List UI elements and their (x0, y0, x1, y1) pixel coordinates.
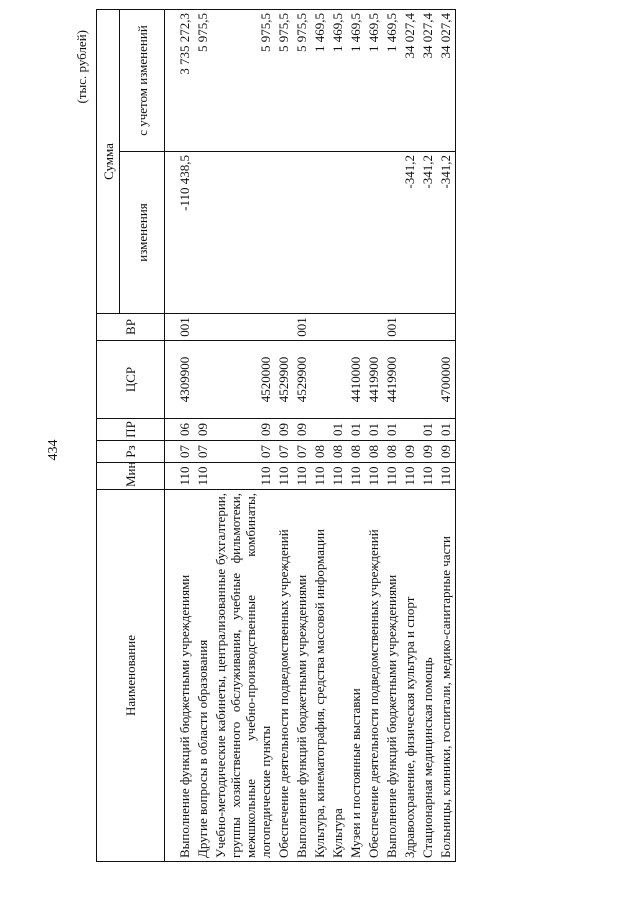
cell-pr: 09 (275, 419, 293, 441)
cell-pr (401, 419, 419, 441)
header-csr: ЦСР (97, 341, 165, 419)
cell-change (365, 152, 383, 314)
cell-vr: 001 (383, 314, 401, 341)
cell-total: 1 469,5 (311, 10, 329, 152)
cell-rz: 08 (365, 441, 383, 463)
cell-name: Обеспечение деятельности подведомственных учреждений (365, 490, 383, 862)
cell-vr (311, 314, 329, 341)
units-label: (тыс. рублей) (74, 30, 89, 104)
cell-csr (401, 341, 419, 419)
cell-min: 110 (347, 463, 365, 490)
table-body (165, 10, 456, 862)
cell-pr (311, 419, 329, 441)
cell-min: 110 (329, 463, 347, 490)
cell-rz: 08 (383, 441, 401, 463)
table-row (401, 10, 419, 862)
cell-change (311, 152, 329, 314)
cell-change (212, 152, 275, 314)
cell-vr (401, 314, 419, 341)
table-row (275, 10, 293, 862)
cell-change (293, 152, 311, 314)
spacer-cell (165, 463, 177, 490)
cell-pr: 01 (365, 419, 383, 441)
cell-total: 5 975,5 (194, 10, 212, 152)
cell-min: 110 (311, 463, 329, 490)
cell-name: Культура (329, 490, 347, 862)
cell-pr: 06 (176, 419, 194, 441)
cell-csr: 4419900 (365, 341, 383, 419)
cell-csr (194, 341, 212, 419)
cell-vr (419, 314, 437, 341)
table-row (437, 10, 456, 862)
table-row (293, 10, 311, 862)
spacer-cell (165, 341, 177, 419)
cell-total: 3 735 272,3 (176, 10, 194, 152)
cell-total: 5 975,5 (293, 10, 311, 152)
table-row (329, 10, 347, 862)
cell-min: 110 (401, 463, 419, 490)
cell-total: 1 469,5 (365, 10, 383, 152)
table-row (194, 10, 212, 862)
cell-csr: 4529900 (275, 341, 293, 419)
spacer-cell (165, 441, 177, 463)
cell-min: 110 (194, 463, 212, 490)
cell-pr: 09 (293, 419, 311, 441)
cell-name: Выполнение функций бюджетными учреждениями (383, 490, 401, 862)
cell-change: -341,2 (437, 152, 456, 314)
cell-name: Обеспечение деятельности подведомственных учреждений (275, 490, 293, 862)
cell-rz: 07 (176, 441, 194, 463)
cell-total: 34 027,4 (419, 10, 437, 152)
cell-vr (437, 314, 456, 341)
cell-vr (365, 314, 383, 341)
cell-change (347, 152, 365, 314)
cell-vr (212, 314, 275, 341)
cell-rz: 08 (329, 441, 347, 463)
header-min: Мин (97, 463, 165, 490)
cell-csr: 4309900 (176, 341, 194, 419)
cell-csr: 4529900 (293, 341, 311, 419)
cell-total: 1 469,5 (329, 10, 347, 152)
table-row (347, 10, 365, 862)
cell-vr: 001 (293, 314, 311, 341)
cell-csr (311, 341, 329, 419)
header-name: Наименование (97, 490, 165, 862)
cell-name: Выполнение функций бюджетными учреждениями (293, 490, 311, 862)
cell-vr (194, 314, 212, 341)
cell-vr (275, 314, 293, 341)
cell-total: 34 027,4 (437, 10, 456, 152)
cell-name: Больницы, клиники, госпитали, медико-санитарные части (437, 490, 456, 862)
cell-rz: 09 (401, 441, 419, 463)
table-row (383, 10, 401, 862)
cell-vr (347, 314, 365, 341)
cell-pr: 01 (419, 419, 437, 441)
cell-min: 110 (293, 463, 311, 490)
cell-min: 110 (212, 463, 275, 490)
cell-name: Стационарная медицинская помощь (419, 490, 437, 862)
cell-change: -341,2 (419, 152, 437, 314)
cell-vr: 001 (176, 314, 194, 341)
header-pr: ПР (97, 419, 165, 441)
cell-rz: 08 (311, 441, 329, 463)
cell-change: -110 438,5 (176, 152, 194, 314)
spacer-cell (165, 10, 177, 152)
header-changes: изменения (120, 152, 165, 314)
cell-rz: 07 (293, 441, 311, 463)
cell-min: 110 (176, 463, 194, 490)
cell-name: Здравоохранение, физическая культура и спорт (401, 490, 419, 862)
cell-csr: 4520000 (212, 341, 275, 419)
cell-csr: 4419900 (383, 341, 401, 419)
cell-csr: 4410000 (347, 341, 365, 419)
spacer-cell (165, 490, 177, 862)
header-summa: Сумма (97, 10, 120, 314)
header-rz: Рз (97, 441, 165, 463)
cell-change: -341,2 (401, 152, 419, 314)
cell-rz: 07 (275, 441, 293, 463)
cell-change (383, 152, 401, 314)
cell-vr (329, 314, 347, 341)
cell-min: 110 (437, 463, 456, 490)
budget-table (96, 9, 456, 862)
cell-pr: 01 (437, 419, 456, 441)
cell-change (194, 152, 212, 314)
cell-name: Культура, кинематография, средства массовой информации (311, 490, 329, 862)
cell-name: Другие вопросы в области образования (194, 490, 212, 862)
cell-pr: 01 (347, 419, 365, 441)
table-row (212, 10, 275, 862)
cell-total: 5 975,5 (212, 10, 275, 152)
header-with-changes: с учетом изменений (120, 10, 165, 152)
cell-name: Выполнение функций бюджетными учреждениями (176, 490, 194, 862)
cell-csr (329, 341, 347, 419)
cell-rz: 07 (212, 441, 275, 463)
cell-total: 5 975,5 (275, 10, 293, 152)
cell-rz: 08 (347, 441, 365, 463)
cell-pr: 01 (383, 419, 401, 441)
cell-pr: 09 (212, 419, 275, 441)
cell-pr: 01 (329, 419, 347, 441)
table-header (97, 10, 165, 862)
cell-change (329, 152, 347, 314)
cell-rz: 09 (419, 441, 437, 463)
cell-rz: 07 (194, 441, 212, 463)
cell-name: Учебно-методические кабинеты, централизованные бухгалтерии, группы хозяйственного обслуживания, учебные фильмотеки, межшкольные учебно-производственные комбинаты, логопедические пункты (212, 490, 275, 862)
cell-total: 1 469,5 (347, 10, 365, 152)
cell-min: 110 (419, 463, 437, 490)
table-row (176, 10, 194, 862)
cell-name: Музеи и постоянные выставки (347, 490, 365, 862)
spacer-cell (165, 152, 177, 314)
table-row (311, 10, 329, 862)
page-number: 434 (46, 439, 61, 461)
spacer-cell (165, 419, 177, 441)
header-vr: ВР (97, 314, 165, 341)
cell-rz: 09 (437, 441, 456, 463)
table-row (365, 10, 383, 862)
cell-total: 1 469,5 (383, 10, 401, 152)
spacer-cell (165, 314, 177, 341)
table-spacer-row (165, 10, 177, 862)
cell-csr (419, 341, 437, 419)
cell-min: 110 (383, 463, 401, 490)
cell-min: 110 (365, 463, 383, 490)
cell-change (275, 152, 293, 314)
cell-total: 34 027,4 (401, 10, 419, 152)
table-row (419, 10, 437, 862)
cell-min: 110 (275, 463, 293, 490)
cell-pr: 09 (194, 419, 212, 441)
cell-csr: 4700000 (437, 341, 456, 419)
